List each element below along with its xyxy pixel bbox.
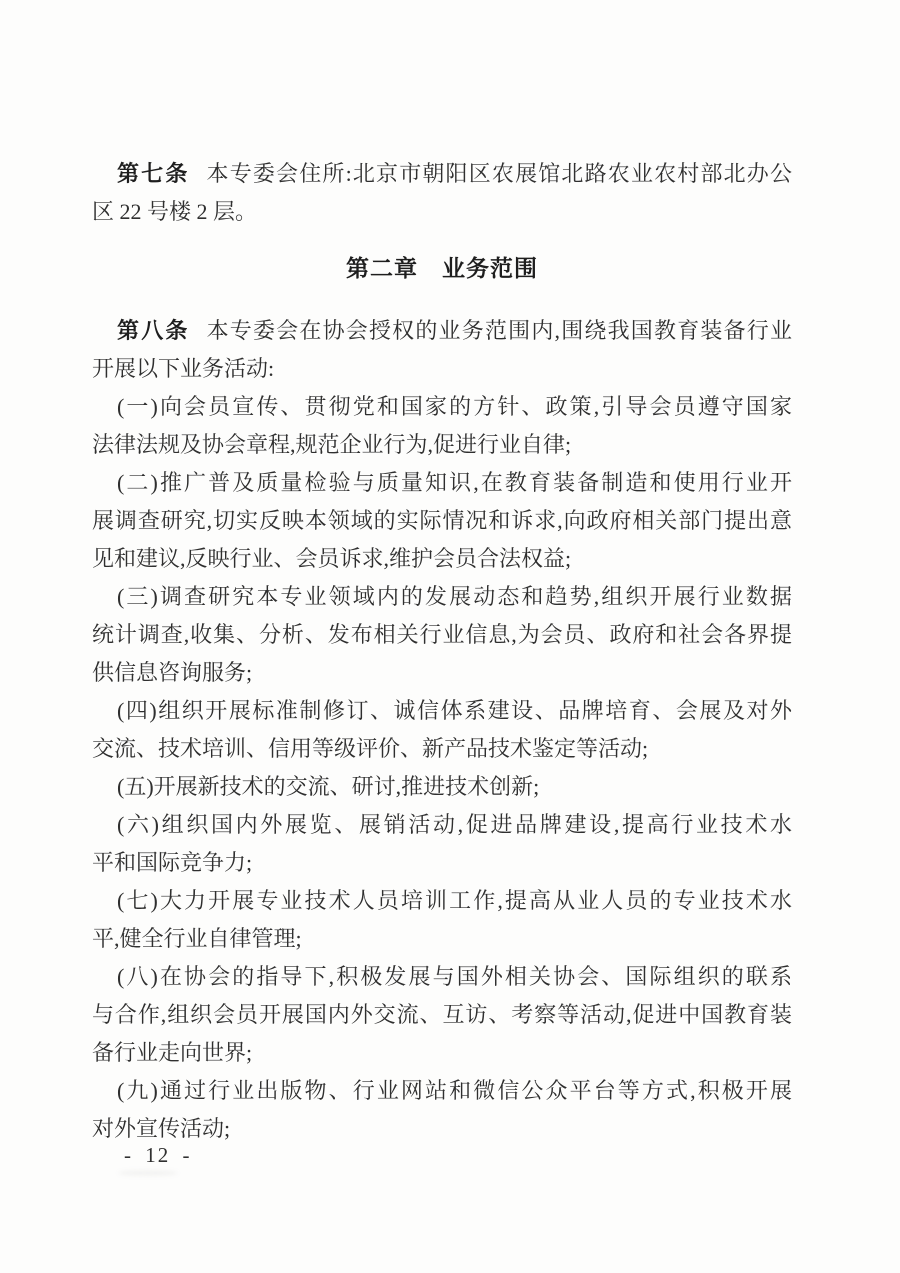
- text-line: 交流、技术培训、信用等级评价、新产品技术鉴定等活动;: [92, 736, 649, 761]
- business-item-1: [92, 388, 792, 464]
- text-line: 供信息咨询服务;: [92, 660, 253, 685]
- text-line: 平和国际竞争力;: [92, 850, 253, 875]
- business-item-6: [92, 806, 792, 882]
- business-item-4: [92, 692, 792, 768]
- text-line: 对外宣传活动;: [92, 1116, 231, 1141]
- business-item-5: [92, 768, 792, 806]
- article-7-paragraph: [92, 155, 792, 231]
- document-text-block: [92, 155, 792, 1148]
- article-7-label: 第七条: [117, 161, 190, 186]
- text-line: (三)调查研究本专业领域内的发展动态和趋势,组织开展行业数据: [117, 584, 792, 609]
- page-number: - 12 -: [124, 1143, 192, 1167]
- text-line: 展调查研究,切实反映本领域的实际情况和诉求,向政府相关部门提出意: [92, 508, 792, 533]
- text-line: (七)大力开展专业技术人员培训工作,提高从业人员的专业技术水: [117, 888, 792, 913]
- text-line: 开展以下业务活动:: [92, 356, 275, 381]
- chapter-2-heading: 第二章 业务范围: [346, 255, 538, 281]
- article-8-text: 本专委会在协会授权的业务范围内,围绕我国教育装备行业: [206, 318, 792, 343]
- text-line: (二)推广普及质量检验与质量知识,在教育装备制造和使用行业开: [117, 470, 792, 495]
- business-item-8: [92, 958, 792, 1072]
- text-line: (五)开展新技术的交流、研讨,推进技术创新;: [117, 774, 540, 799]
- article-7-text: 本专委会住所:北京市朝阳区农展馆北路农业农村部北办公: [206, 161, 792, 186]
- article-8-paragraph: [92, 312, 792, 388]
- text-line: 见和建议,反映行业、会员诉求,维护会员合法权益;: [92, 546, 572, 571]
- business-item-9: [92, 1072, 792, 1148]
- business-item-7: [92, 882, 792, 958]
- text-line: (六)组织国内外展览、展销活动,促进品牌建设,提高行业技术水: [117, 812, 792, 837]
- text-line: 法律法规及协会章程,规范企业行为,促进行业自律;: [92, 432, 572, 457]
- text-line: 与合作,组织会员开展国内外交流、互访、考察等活动,促进中国教育装: [92, 1002, 792, 1027]
- text-line: (九)通过行业出版物、行业网站和微信公众平台等方式,积极开展: [117, 1078, 792, 1103]
- text-line: 统计调查,收集、分析、发布相关行业信息,为会员、政府和社会各界提: [92, 622, 792, 647]
- article-8-label: 第八条: [117, 318, 190, 343]
- scan-artifact: [118, 1170, 178, 1176]
- business-item-2: [92, 464, 792, 578]
- text-line: 平,健全行业自律管理;: [92, 926, 302, 951]
- text-line: 备行业走向世界;: [92, 1040, 253, 1065]
- text-line: (八)在协会的指导下,积极发展与国外相关协会、国际组织的联系: [117, 964, 792, 989]
- text-line: (一)向会员宣传、贯彻党和国家的方针、政策,引导会员遵守国家: [117, 394, 792, 419]
- text-line: [92, 155, 792, 193]
- text-line: 区 22 号楼 2 层。: [92, 199, 258, 224]
- business-item-3: [92, 578, 792, 692]
- text-line: [92, 312, 792, 350]
- text-line: (四)组织开展标准制修订、诚信体系建设、品牌培育、会展及对外: [117, 698, 792, 723]
